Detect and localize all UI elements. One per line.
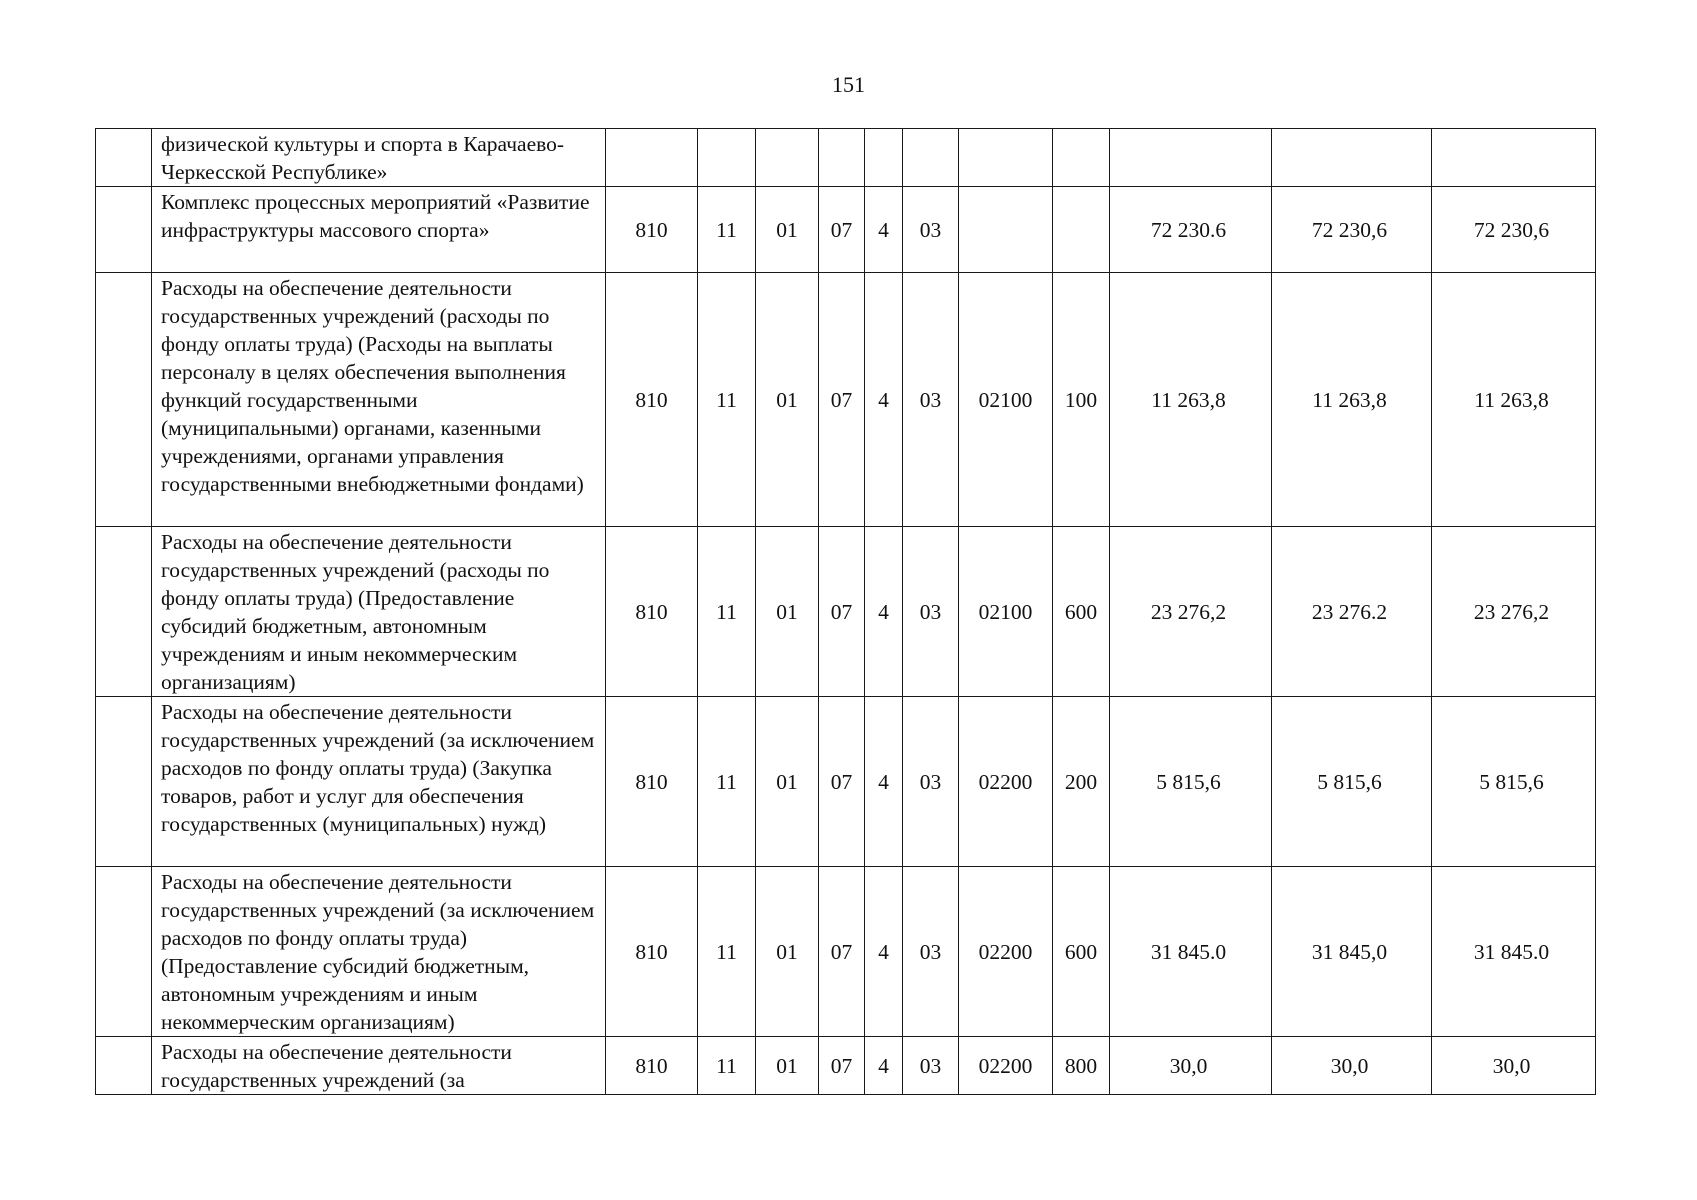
amount-year-3-cell: 23 276,2	[1432, 527, 1596, 697]
amount-year-1-cell: 11 263,8	[1110, 273, 1272, 527]
subprogram-code-cell: 4	[865, 697, 903, 867]
section-code-cell: 11	[698, 1037, 756, 1095]
subsection-code-cell: 01	[756, 273, 819, 527]
expense-type-cell	[1053, 187, 1110, 273]
section-code-cell: 11	[698, 867, 756, 1037]
program-code-cell: 07	[819, 867, 865, 1037]
amount-year-3-cell: 72 230,6	[1432, 187, 1596, 273]
subsection-code-cell: 01	[756, 697, 819, 867]
table-row	[96, 697, 1596, 867]
subprogram-code-cell: 4	[865, 867, 903, 1037]
program-code-cell: 07	[819, 187, 865, 273]
program-code-cell: 07	[819, 1037, 865, 1095]
section-code-cell: 11	[698, 527, 756, 697]
subsection-code-cell: 01	[756, 1037, 819, 1095]
amount-year-3-cell: 31 845.0	[1432, 867, 1596, 1037]
amount-year-2-cell: 5 815,6	[1272, 697, 1432, 867]
amount-year-2-cell: 31 845,0	[1272, 867, 1432, 1037]
subsection-code-cell	[756, 129, 819, 187]
description-cell: Расходы на обеспечение деятельности государственных учреждений (за исключением расходов по фонду оплаты труда) (Предоставление субсидий бюджетным, автономным учреждениям и иным некоммерческим организациям)	[152, 867, 606, 1037]
direction-code-cell	[959, 187, 1053, 273]
description-cell: физической культуры и спорта в Карачаево-Черкесской Республике»	[152, 129, 606, 187]
ministry-code-cell: 810	[606, 867, 698, 1037]
subprogram-code-cell: 4	[865, 527, 903, 697]
direction-code-cell: 02200	[959, 1037, 1053, 1095]
row-number-cell	[96, 273, 152, 527]
ministry-code-cell: 810	[606, 273, 698, 527]
direction-code-cell: 02100	[959, 273, 1053, 527]
row-number-cell	[96, 527, 152, 697]
activity-code-cell: 03	[903, 187, 959, 273]
amount-year-2-cell	[1272, 129, 1432, 187]
amount-year-1-cell: 72 230.6	[1110, 187, 1272, 273]
direction-code-cell: 02200	[959, 867, 1053, 1037]
description-cell: Расходы на обеспечение деятельности государственных учреждений (расходы по фонду оплаты труда) (Предоставление субсидий бюджетным, автономным учреждениям и иным некоммерческим организациям)	[152, 527, 606, 697]
amount-year-2-cell: 11 263,8	[1272, 273, 1432, 527]
subprogram-code-cell: 4	[865, 1037, 903, 1095]
description-cell: Расходы на обеспечение деятельности государственных учреждений (за исключением расходов по фонду оплаты труда) (Закупка товаров, работ и услуг для обеспечения государственных (муниципальных) нужд)	[152, 697, 606, 867]
table-row	[96, 129, 1596, 187]
description-cell: Расходы на обеспечение деятельности государственных учреждений (расходы по фонду оплаты труда) (Расходы на выплаты персоналу в целях обеспечения выполнения функций государственными (муниципальными) органами, казенными учреждениями, органами управления государственными внебюджетными фондами)	[152, 273, 606, 527]
amount-year-1-cell: 30,0	[1110, 1037, 1272, 1095]
table-row	[96, 273, 1596, 527]
expense-type-cell: 600	[1053, 527, 1110, 697]
row-number-cell	[96, 129, 152, 187]
amount-year-1-cell	[1110, 129, 1272, 187]
activity-code-cell: 03	[903, 273, 959, 527]
ministry-code-cell	[606, 129, 698, 187]
row-number-cell	[96, 697, 152, 867]
row-number-cell	[96, 187, 152, 273]
description-cell: Комплекс процессных мероприятий «Развитие инфраструктуры массового спорта»	[152, 187, 606, 273]
expense-type-cell: 600	[1053, 867, 1110, 1037]
budget-table	[95, 128, 1596, 1095]
page-number: 151	[832, 72, 865, 97]
subprogram-code-cell: 4	[865, 273, 903, 527]
subsection-code-cell: 01	[756, 867, 819, 1037]
subsection-code-cell: 01	[756, 527, 819, 697]
subprogram-code-cell	[865, 129, 903, 187]
activity-code-cell: 03	[903, 1037, 959, 1095]
table-row	[96, 867, 1596, 1037]
program-code-cell: 07	[819, 527, 865, 697]
amount-year-2-cell: 72 230,6	[1272, 187, 1432, 273]
amount-year-3-cell	[1432, 129, 1596, 187]
amount-year-1-cell: 5 815,6	[1110, 697, 1272, 867]
program-code-cell	[819, 129, 865, 187]
activity-code-cell: 03	[903, 697, 959, 867]
direction-code-cell	[959, 129, 1053, 187]
section-code-cell: 11	[698, 697, 756, 867]
ministry-code-cell: 810	[606, 1037, 698, 1095]
amount-year-2-cell: 30,0	[1272, 1037, 1432, 1095]
expense-type-cell: 800	[1053, 1037, 1110, 1095]
program-code-cell: 07	[819, 273, 865, 527]
table-row	[96, 187, 1596, 273]
activity-code-cell: 03	[903, 867, 959, 1037]
amount-year-3-cell: 30,0	[1432, 1037, 1596, 1095]
row-number-cell	[96, 867, 152, 1037]
activity-code-cell: 03	[903, 527, 959, 697]
subsection-code-cell: 01	[756, 187, 819, 273]
ministry-code-cell: 810	[606, 697, 698, 867]
section-code-cell: 11	[698, 187, 756, 273]
amount-year-2-cell: 23 276.2	[1272, 527, 1432, 697]
amount-year-3-cell: 5 815,6	[1432, 697, 1596, 867]
table-row	[96, 1037, 1596, 1095]
ministry-code-cell: 810	[606, 527, 698, 697]
activity-code-cell	[903, 129, 959, 187]
program-code-cell: 07	[819, 697, 865, 867]
section-code-cell: 11	[698, 273, 756, 527]
subprogram-code-cell: 4	[865, 187, 903, 273]
amount-year-3-cell: 11 263,8	[1432, 273, 1596, 527]
direction-code-cell: 02200	[959, 697, 1053, 867]
description-cell: Расходы на обеспечение деятельности государственных учреждений (за	[152, 1037, 606, 1095]
amount-year-1-cell: 23 276,2	[1110, 527, 1272, 697]
section-code-cell	[698, 129, 756, 187]
expense-type-cell: 100	[1053, 273, 1110, 527]
ministry-code-cell: 810	[606, 187, 698, 273]
expense-type-cell: 200	[1053, 697, 1110, 867]
row-number-cell	[96, 1037, 152, 1095]
table-row	[96, 527, 1596, 697]
direction-code-cell: 02100	[959, 527, 1053, 697]
amount-year-1-cell: 31 845.0	[1110, 867, 1272, 1037]
expense-type-cell	[1053, 129, 1110, 187]
